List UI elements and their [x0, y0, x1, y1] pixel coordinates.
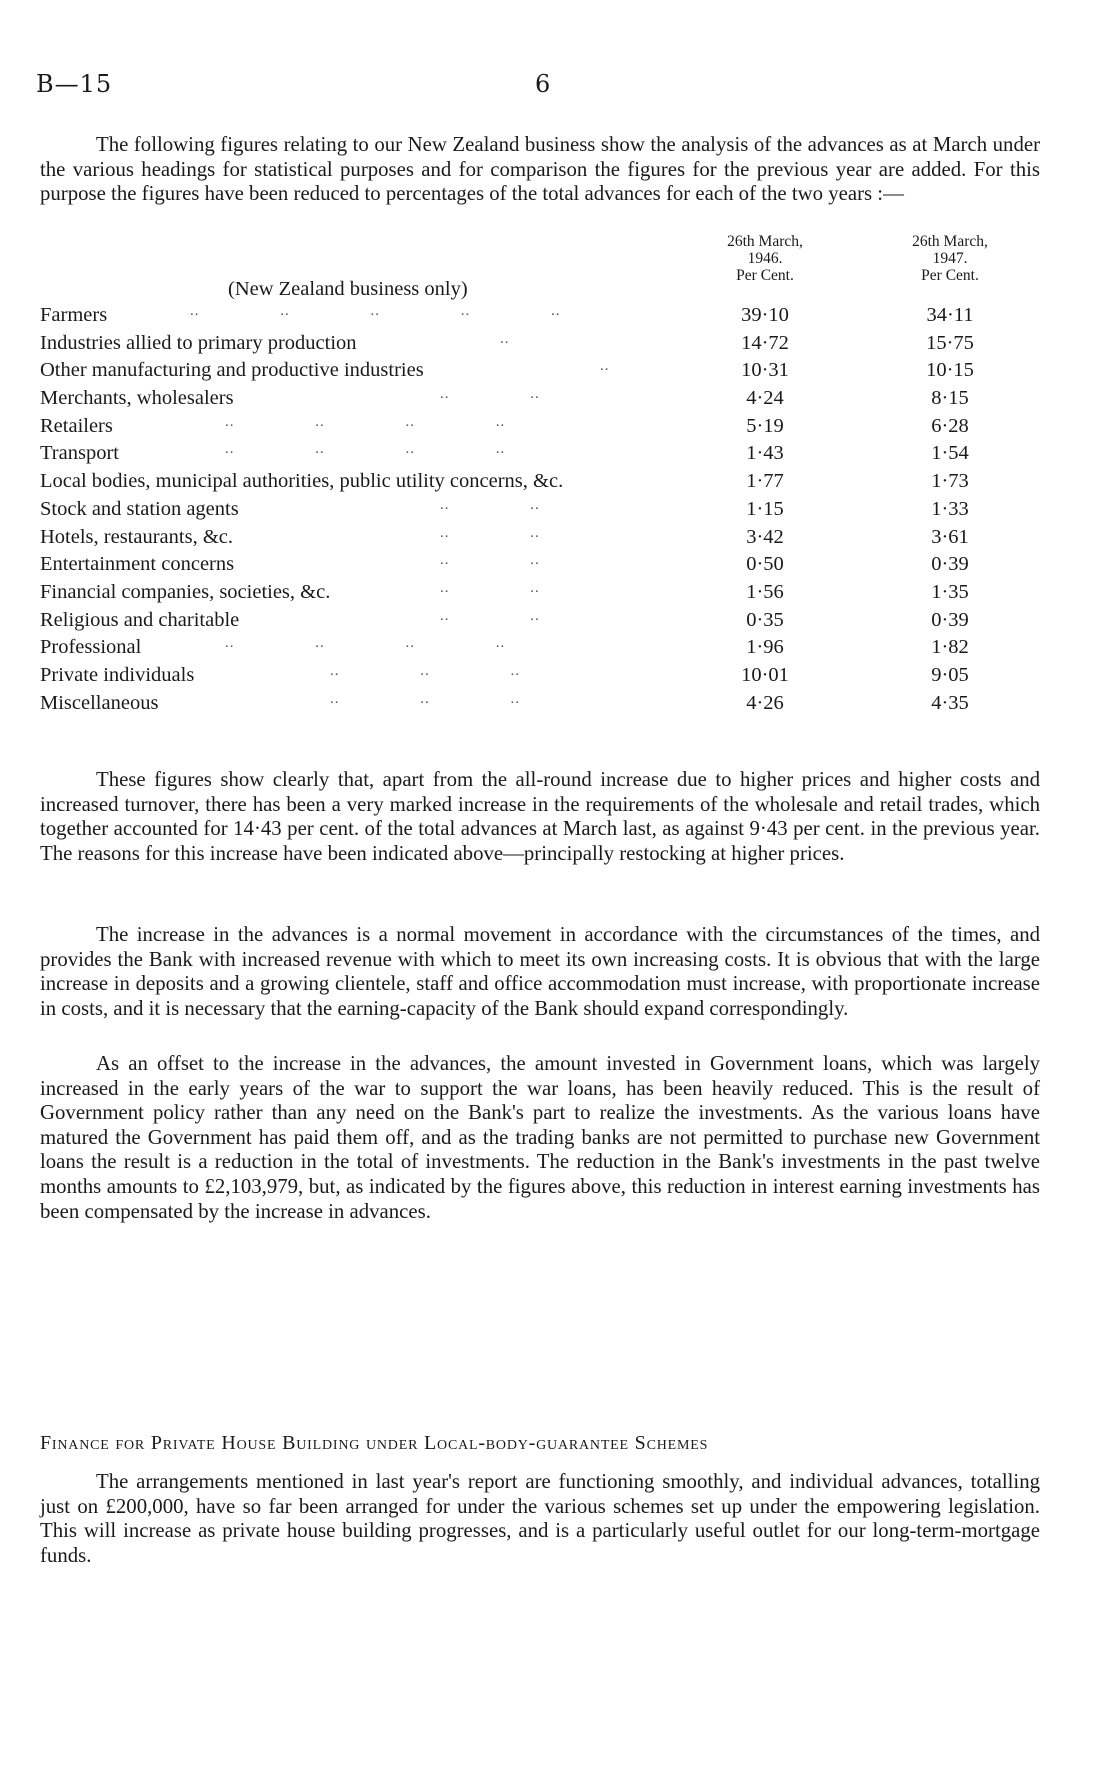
value-1946: 39·10	[741, 304, 789, 326]
dot-leader: .. ..	[440, 496, 540, 513]
dot-leader: ..	[600, 358, 610, 375]
column-header-1947-line3: Per Cent.	[921, 267, 979, 284]
row-label: Merchants, wholesalers	[40, 387, 234, 410]
table-row	[40, 359, 1070, 387]
value-1946: 1·96	[746, 636, 784, 659]
value-1947: 1·33	[931, 497, 969, 520]
dot-leader: .. .. .. .. ..	[190, 303, 561, 319]
row-label: Entertainment concerns	[40, 553, 235, 576]
column-header-1947	[890, 233, 1010, 284]
column-header-1947-line1: 26th March,	[912, 233, 988, 250]
row-label: Industries allied to primary production	[40, 331, 357, 354]
value-1947: 0·39	[931, 608, 969, 631]
intro-paragraph: The following figures relating to our New Zealand business show the analysis of the advances as at March under the various headings for statistical purposes and for comparison the figures for the previous year are added. For this purpose the figures have been reduced to percentages of the total advances for each of the two years :—	[40, 133, 1040, 206]
dot-leader: .. ..	[440, 386, 540, 403]
value-1947: 1·82	[931, 636, 969, 659]
column-header-1946-line3: Per Cent.	[736, 267, 794, 284]
value-1947: 1·54	[931, 442, 969, 465]
table-row	[40, 470, 1070, 498]
dot-leader: .. ..	[440, 552, 540, 569]
row-label: Private individuals	[40, 663, 195, 686]
dot-leader: .. ..	[440, 607, 540, 624]
column-header-1946-line2: 1946.	[747, 250, 783, 267]
row-label: Other manufacturing and productive industries	[40, 359, 424, 382]
value-1947: 4·35	[931, 691, 969, 714]
row-label: Local bodies, municipal authorities, public utility concerns, &c.	[40, 470, 564, 493]
table-row	[40, 442, 1070, 470]
value-1946: 0·50	[746, 553, 784, 576]
dot-leader: .. .. .. ..	[225, 441, 506, 458]
column-header-1947-line2: 1947.	[932, 250, 968, 267]
table-row	[40, 415, 1070, 443]
value-1946: 4·26	[746, 691, 784, 714]
row-label: Transport	[40, 442, 119, 465]
table-row	[40, 553, 1070, 581]
paragraph-house-building: The arrangements mentioned in last year's report are functioning smoothly, and individual advances, totalling just on £200,000, have so far been arranged for under the various schemes set up under the empowering legislation. This will increase as private house building progresses, and is a particularly useful outlet for our long-term-mortgage funds.	[40, 1470, 1040, 1567]
row-label: Financial companies, societies, &c.	[40, 580, 331, 603]
dot-leader: ..	[500, 330, 510, 347]
row-label: Miscellaneous	[40, 691, 159, 714]
dot-leader: .. .. .. ..	[225, 413, 506, 430]
value-1947: 0·39	[931, 553, 969, 576]
value-1947: 1·35	[931, 580, 969, 603]
value-1947: 6·28	[931, 414, 969, 437]
value-1946: 0·35	[746, 608, 784, 631]
dot-leader: .. .. ..	[330, 662, 520, 679]
value-1946: 10·01	[741, 663, 789, 686]
table-row	[40, 526, 1070, 554]
table-title: (New Zealand business only)	[228, 278, 468, 300]
section-heading: Finance for Private House Building under Local-body-guarantee Schemes	[40, 1432, 709, 1454]
row-label: Professional	[40, 636, 142, 659]
table-row	[40, 498, 1070, 526]
page-number: 6	[535, 70, 551, 98]
value-1946: 5·19	[746, 414, 784, 437]
value-1947: 3·61	[931, 525, 969, 548]
table-row	[40, 304, 1070, 332]
value-1946: 1·15	[746, 497, 784, 520]
table-row	[40, 387, 1070, 415]
table-row	[40, 609, 1070, 637]
row-label: Religious and charitable	[40, 608, 240, 631]
value-1946: 14·72	[741, 331, 789, 354]
paragraph-wholesale-retail: These figures show clearly that, apart from the all-round increase due to higher prices and higher costs and increased turnover, there has been a very marked increase in the requirements of the wholesale and retail trades, which together accounted for 14·43 per cent. of the total advances at March last, as against 9·43 per cent. in the previous year. The reasons for this increase have been indicated above—principally restocking at higher prices.	[40, 768, 1040, 865]
value-1947: 10·15	[926, 359, 974, 382]
value-1946: 1·77	[746, 470, 784, 493]
column-header-1946-line1: 26th March,	[727, 233, 803, 250]
row-label: Stock and station agents	[40, 497, 239, 520]
paragraph-normal-movement: The increase in the advances is a normal movement in accordance with the circumstances of the times, and provides the Bank with increased revenue with which to meet its own increasing costs. It is obvious that with the large increase in deposits and a growing clientele, staff and office accommodation must increase, with proportionate increase in costs, and it is necessary that the earning-capacity of the Bank should expand correspondingly.	[40, 923, 1040, 1020]
value-1947: 1·73	[931, 470, 969, 493]
table-row	[40, 692, 1070, 720]
table-row	[40, 581, 1070, 609]
value-1946: 10·31	[741, 359, 789, 382]
value-1946: 4·24	[746, 387, 784, 410]
table-row	[40, 664, 1070, 692]
row-label: Hotels, restaurants, &c.	[40, 525, 233, 548]
document-reference: B—15	[36, 70, 113, 98]
dot-leader: .. ..	[440, 579, 540, 596]
row-label: Retailers	[40, 414, 113, 437]
value-1947: 9·05	[931, 663, 969, 686]
paragraph-government-loans: As an offset to the increase in the advances, the amount invested in Government loans, which was largely increased in the early years of the war to support the war loans, has been heavily reduced. This is the result of Government policy rather than any need on the Bank's part to realize the investments. As the various loans have matured the Government has paid them off, and as the trading banks are not permitted to purchase new Government loans the result is a reduction in the total of investments. The reduction in the Bank's investments in the past twelve months amounts to £2,103,979, but, as indicated by the figures above, this reduction in interest earning investments has been compensated by the increase in advances.	[40, 1052, 1040, 1223]
row-label: Farmers	[40, 304, 108, 326]
value-1947: 8·15	[931, 387, 969, 410]
value-1946: 1·56	[746, 580, 784, 603]
table-body	[40, 304, 1070, 719]
value-1947: 34·11	[926, 304, 974, 326]
dot-leader: .. .. ..	[330, 690, 520, 707]
dot-leader: .. ..	[440, 524, 540, 541]
value-1946: 3·42	[746, 525, 784, 548]
value-1946: 1·43	[746, 442, 784, 465]
value-1947: 15·75	[926, 331, 974, 354]
column-header-1946	[705, 233, 825, 284]
dot-leader: .. .. .. ..	[225, 635, 506, 652]
table-row	[40, 332, 1070, 360]
table-row	[40, 636, 1070, 664]
